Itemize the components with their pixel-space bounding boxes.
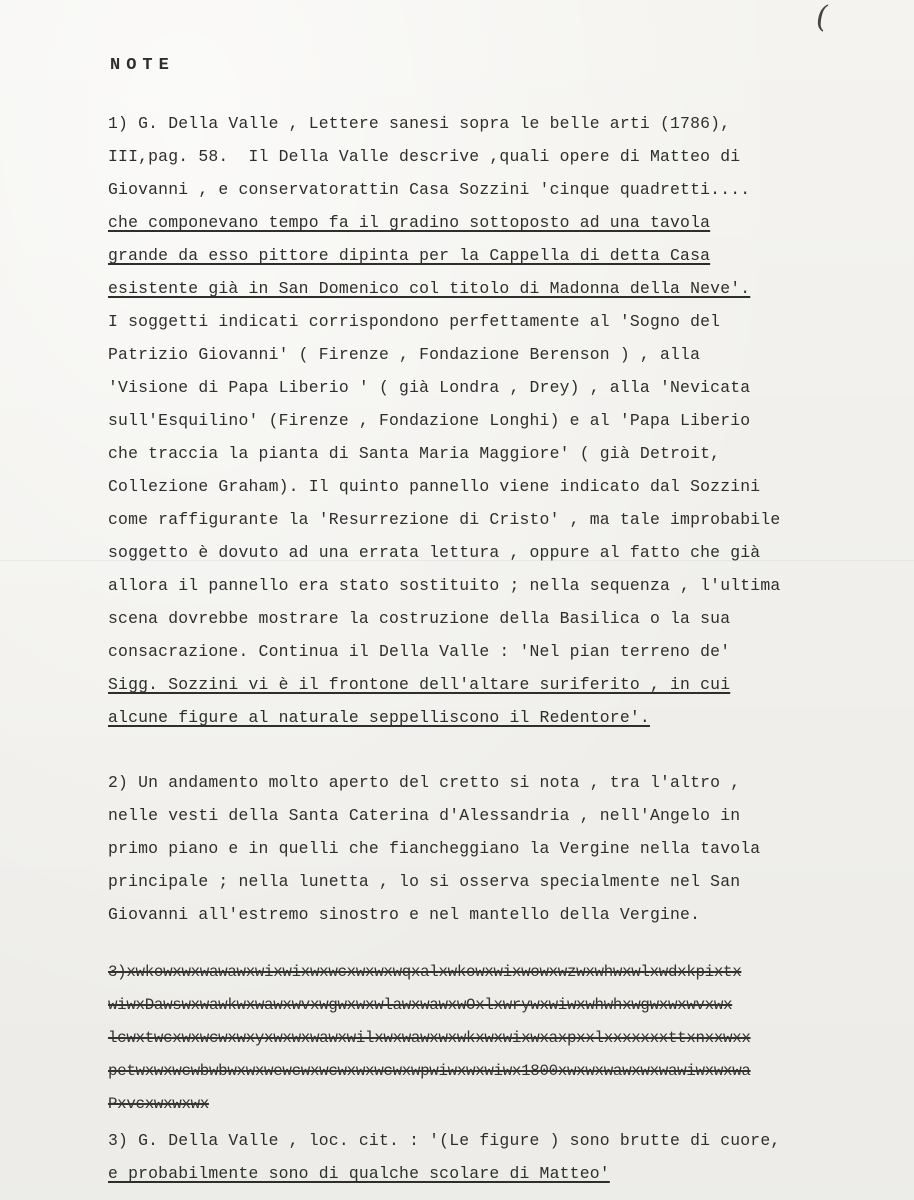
struck-line: lcwxtwcxwxwcwxwxyxwxwxwawxwilxwxwawxwxwkxwxwixwxaxpxxlxxxxxxxttxnxxwxx — [108, 1029, 751, 1047]
note-1-line-underlined: esistente già in San Domenico col titolo di Madonna della Neve'. — [108, 279, 751, 298]
page-marker: ( — [816, 0, 828, 35]
note-1-line: consacrazione. Continua il Della Valle : 'Nel pian terreno de' — [108, 642, 731, 661]
struck-line: petwxwxwcwbwbwxwxwewcwxwcwxwxwcwxwpwiwxwxwiwx1800xwxwxwawxwxwawiwxwxwa — [108, 1062, 751, 1080]
note-1-line-underlined: Sigg. Sozzini vi è il frontone dell'altare suriferito , in cui — [108, 675, 731, 694]
note-2-line: nelle vesti della Santa Caterina d'Alessandria , nell'Angelo in — [108, 806, 741, 825]
note-1-line-underlined: alcune figure al naturale seppelliscono il Redentore'. — [108, 708, 650, 727]
note-1-line: sull'Esquilino' (Firenze , Fondazione Longhi) e al 'Papa Liberio — [108, 411, 751, 430]
struck-line: Pxvcxwxwxwx — [108, 1095, 209, 1113]
note-1 — [108, 107, 780, 734]
note-1-line: scena dovrebbe mostrare la costruzione della Basilica o la sua — [108, 609, 731, 628]
note-1-line: Giovanni , e conservatorattin Casa Sozzini 'cinque quadretti.... — [108, 180, 751, 199]
note-1-line: 'Visione di Papa Liberio ' ( già Londra , Drey) , alla 'Nevicata — [108, 378, 751, 397]
note-3-line: 3) G. Della Valle , loc. cit. : '(Le figure ) sono brutte di cuore, — [108, 1131, 781, 1150]
note-2-line: 2) Un andamento molto aperto del cretto si nota , tra l'altro , — [108, 773, 741, 792]
note-1-line: allora il pannello era stato sostituito ; nella sequenza , l'ultima — [108, 576, 781, 595]
note-2-line: principale ; nella lunetta , lo si osserva specialmente nel San — [108, 872, 741, 891]
note-1-line: come raffigurante la 'Resurrezione di Cristo' , ma tale improbabile — [108, 510, 781, 529]
note-1-line: che traccia la pianta di Santa Maria Maggiore' ( già Detroit, — [108, 444, 721, 463]
note-1-line-underlined: che componevano tempo fa il gradino sottoposto ad una tavola — [108, 213, 711, 232]
note-3 — [108, 1124, 780, 1190]
note-1-line: Patrizio Giovanni' ( Firenze , Fondazione Berenson ) , alla — [108, 345, 701, 364]
note-1-line: soggetto è dovuto ad una errata lettura , oppure al fatto che già — [108, 543, 761, 562]
struck-line: wiwxDawswxwawkwxwawxwvxwgwxwxwlawxwawxwOxlxwrywxwiwxwhwhxwgwxwxwvxwx — [108, 996, 733, 1014]
notes-heading: NOTE — [110, 56, 175, 75]
note-1-line: 1) G. Della Valle , Lettere sanesi sopra le belle arti (1786), — [108, 114, 731, 133]
note-1-line: Collezione Graham). Il quinto pannello viene indicato dal Sozzini — [108, 477, 761, 496]
struck-line: 3)xwkowxwxwawawxwixwixwxwcxwxwxwqxalxwkowxwixwowxwzwxwhwxwlxwdxkpixtx — [108, 963, 742, 981]
note-1-line: III,pag. 58. Il Della Valle descrive ,quali opere di Matteo di — [108, 147, 741, 166]
note-2 — [108, 766, 760, 931]
note-1-line-underlined: grande da esso pittore dipinta per la Cappella di detta Casa — [108, 246, 711, 265]
note-3-line-underlined: e probabilmente sono di qualche scolare di Matteo' — [108, 1164, 610, 1183]
note-2-line: Giovanni all'estremo sinostro e nel mantello della Vergine. — [108, 905, 701, 924]
note-1-line: I soggetti indicati corrispondono perfettamente al 'Sogno del — [108, 312, 721, 331]
struck-out-block — [108, 956, 751, 1121]
note-2-line: primo piano e in quelli che fiancheggiano la Vergine nella tavola — [108, 839, 761, 858]
